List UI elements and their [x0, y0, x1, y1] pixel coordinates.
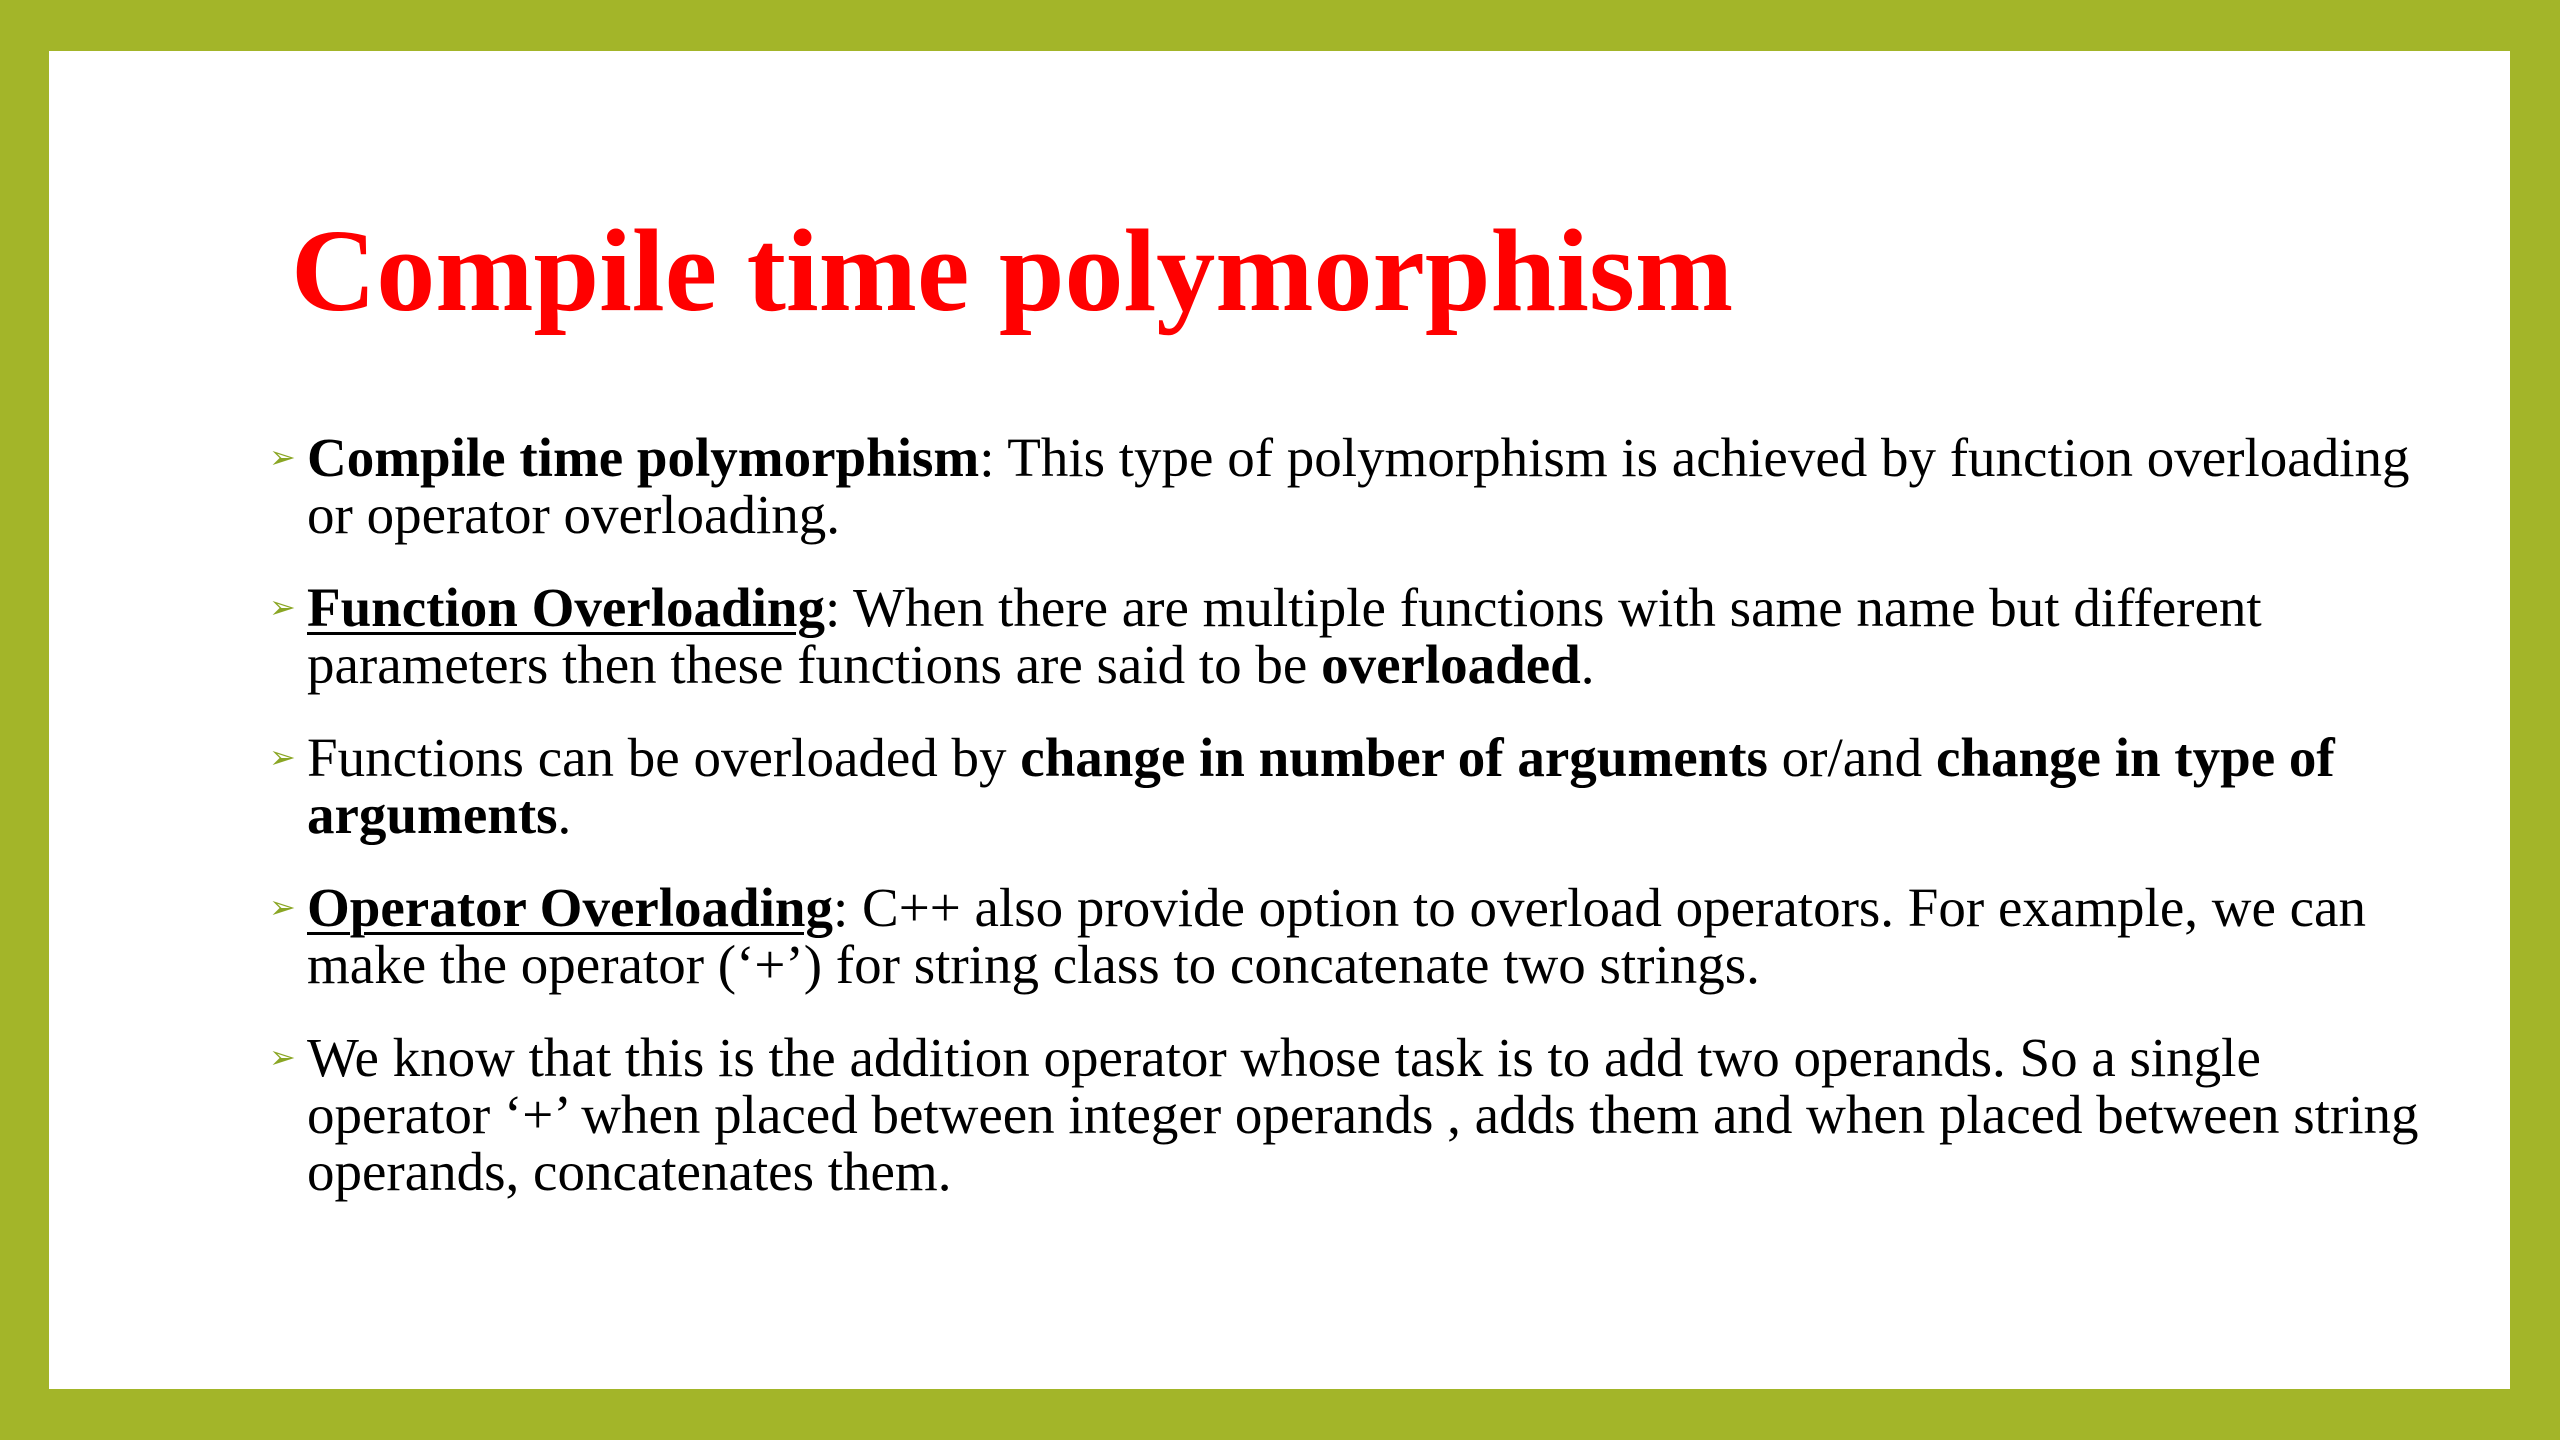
bullet-item-function-overloading: [269, 579, 2449, 693]
bullet-term: Function Overloading: [307, 577, 825, 638]
arrow-bullet-icon: ➢: [269, 438, 296, 476]
bullet-text: Functions can be overloaded by: [307, 727, 1021, 788]
bullet-term: Operator Overloading: [307, 877, 834, 938]
bullet-emphasis: change in type of arguments: [307, 727, 2335, 845]
bullet-term: Compile time polymorphism: [307, 427, 980, 488]
slide-title: Compile time polymorphism: [291, 205, 1734, 336]
bullet-text-end: .: [1580, 634, 1595, 695]
bullet-item-overload-ways: [269, 729, 2449, 843]
bullet-emphasis: change in number of arguments: [1020, 727, 1768, 788]
bullet-text-mid: or/and: [1767, 727, 1936, 788]
arrow-bullet-icon: ➢: [269, 888, 296, 926]
bullet-item-compile-time: [269, 429, 2449, 543]
slide: [49, 51, 2510, 1389]
bullet-list: [269, 429, 2449, 1236]
arrow-bullet-icon: ➢: [269, 1038, 296, 1076]
bullet-item-operator-overloading: [269, 879, 2449, 993]
bullet-text-end: .: [557, 784, 572, 845]
bullet-emphasis: overloaded: [1321, 634, 1581, 695]
bullet-text: : C++ also provide option to overload operators. For example, we can make the operator (‘+’) for string class to concatenate two strings.: [307, 877, 2366, 995]
bullet-text: : When there are multiple functions with same name but different parameters then these functions are said to be: [307, 577, 2262, 695]
arrow-bullet-icon: ➢: [269, 738, 296, 776]
bullet-text: We know that this is the addition operator whose task is to add two operands. So a single operator ‘+’ when placed between integer operands , adds them and when placed between string operands, concatenates them.: [307, 1027, 2419, 1202]
bullet-text: : This type of polymorphism is achieved by function overloading or operator overloading.: [307, 427, 2410, 545]
bullet-item-addition-operator: [269, 1029, 2449, 1200]
arrow-bullet-icon: ➢: [269, 588, 296, 626]
